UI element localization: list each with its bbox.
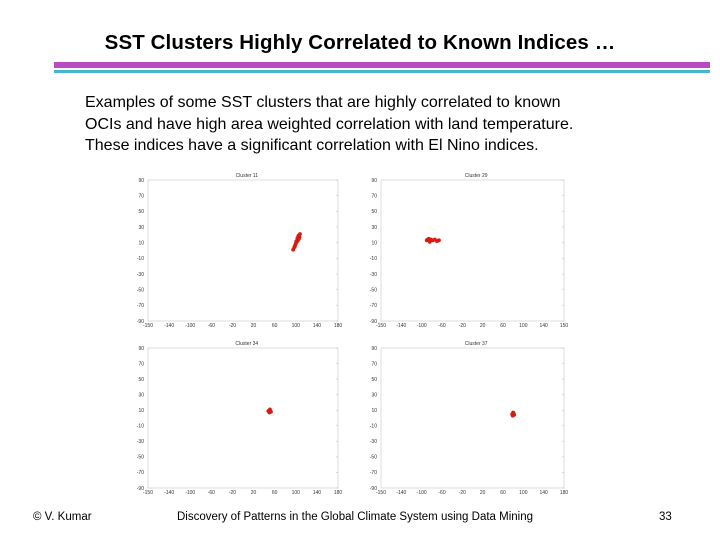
y-tick-label: 70 [371, 193, 377, 200]
y-tick-label: 50 [371, 209, 377, 216]
x-tick-label: 20 [479, 323, 486, 329]
y-tick-label: 70 [371, 361, 377, 368]
cluster-plot-2 [349, 170, 572, 333]
cluster-point [298, 232, 302, 236]
y-tick-label: 90 [138, 345, 144, 352]
body-line-3: These indices have a significant correlation with El Nino indices. [85, 137, 539, 154]
x-tick-label: 100 [291, 490, 300, 496]
x-tick-label: -140 [164, 490, 175, 496]
y-tick-label: 10 [138, 408, 144, 415]
x-tick-label: -20 [228, 323, 237, 329]
x-tick-label: 150 [559, 323, 569, 329]
y-tick-label: -50 [369, 454, 377, 461]
y-tick-label: 30 [138, 224, 144, 231]
x-tick-label: 140 [539, 323, 548, 329]
y-tick-label: -90 [369, 485, 377, 492]
y-tick-label: 10 [138, 240, 144, 247]
y-tick-label: 90 [371, 177, 377, 184]
x-tick-label: -100 [185, 490, 196, 496]
footer-author: © V. Kumar [33, 511, 92, 523]
x-tick-label: 140 [312, 323, 322, 329]
footer-page-number: 33 [659, 511, 672, 523]
y-tick-label: -90 [136, 318, 144, 325]
y-tick-label: -90 [369, 318, 377, 325]
y-tick-label: 10 [371, 408, 377, 415]
x-tick-label: 140 [312, 490, 322, 496]
y-tick-label: -50 [136, 454, 144, 461]
x-tick-label: 60 [271, 323, 278, 329]
cluster-point [426, 238, 430, 242]
plot-panel [349, 338, 572, 500]
y-tick-label: 10 [371, 240, 377, 247]
x-tick-label: 60 [500, 490, 506, 496]
body-line-1: Examples of some SST clusters that are highly correlated to known [85, 94, 561, 111]
cluster-point [437, 238, 441, 242]
x-tick-label: -100 [416, 490, 427, 496]
x-tick-label: 140 [539, 490, 548, 496]
y-tick-label: -70 [369, 303, 377, 310]
x-tick-label: -60 [438, 323, 446, 329]
x-tick-label: -140 [396, 490, 407, 496]
y-tick-label: 50 [138, 376, 144, 383]
slide-title: SST Clusters Highly Correlated to Known Indices … [104, 31, 616, 54]
y-tick-label: -90 [136, 485, 144, 492]
cluster-point [293, 245, 297, 249]
plot-title: Cluster 37 [464, 341, 488, 347]
plot-panel [116, 338, 346, 500]
x-tick-label: -20 [228, 490, 237, 496]
x-tick-label: -150 [142, 490, 154, 496]
y-tick-label: 70 [138, 361, 144, 368]
x-tick-label: 60 [271, 490, 278, 496]
x-tick-label: -100 [416, 323, 427, 329]
x-tick-label: 100 [519, 323, 528, 329]
cluster-plot-4 [349, 338, 572, 500]
x-tick-label: 100 [519, 490, 528, 496]
y-tick-label: -30 [369, 271, 377, 278]
x-tick-label: -60 [207, 323, 215, 329]
x-tick-label: -20 [458, 490, 466, 496]
x-tick-label: -60 [438, 490, 446, 496]
x-tick-label: 180 [333, 490, 343, 496]
y-tick-label: 30 [371, 392, 377, 399]
x-tick-label: 60 [500, 323, 506, 329]
body-line-2: OCIs and have high area weighted correlation with land temperature. [85, 115, 574, 133]
y-tick-label: 90 [371, 345, 377, 352]
y-tick-label: -70 [136, 470, 144, 477]
footer-course-title: Discovery of Patterns in the Global Climate System using Data Mining [177, 511, 534, 523]
y-tick-label: 50 [371, 376, 377, 383]
x-tick-label: -140 [164, 323, 175, 329]
plot-title: Cluster 11 [235, 173, 259, 179]
x-tick-label: 20 [250, 490, 257, 496]
plot-panel [116, 170, 346, 333]
x-tick-label: -150 [375, 490, 387, 496]
x-tick-label: 20 [479, 490, 486, 496]
y-tick-label: -70 [369, 470, 377, 477]
plot-title: Cluster 34 [235, 341, 259, 347]
x-tick-label: -60 [207, 490, 215, 496]
x-tick-label: -150 [142, 323, 154, 329]
y-tick-label: 30 [371, 224, 377, 231]
x-tick-label: 100 [291, 323, 300, 329]
y-tick-label: -10 [369, 423, 377, 430]
y-tick-label: -70 [136, 303, 144, 310]
cluster-plot-3 [116, 338, 346, 500]
y-tick-label: -10 [369, 256, 377, 263]
y-tick-label: 90 [138, 177, 144, 184]
cluster-point [511, 411, 515, 415]
x-tick-label: 180 [559, 490, 569, 496]
y-tick-label: -50 [136, 287, 144, 294]
y-tick-label: 30 [138, 392, 144, 399]
x-tick-label: -150 [375, 323, 387, 329]
plot-panel [349, 170, 572, 333]
x-tick-label: 20 [250, 323, 257, 329]
y-tick-label: -30 [136, 439, 144, 446]
y-tick-label: -30 [136, 271, 144, 278]
y-tick-label: 70 [138, 193, 144, 200]
y-tick-label: -10 [136, 256, 144, 263]
y-tick-label: -50 [369, 287, 377, 294]
y-tick-label: 50 [138, 209, 144, 216]
plot-title: Cluster 29 [464, 173, 488, 179]
x-tick-label: -140 [396, 323, 407, 329]
cluster-plot-1 [116, 170, 346, 333]
x-tick-label: -100 [185, 323, 196, 329]
cluster-point [269, 410, 273, 414]
x-tick-label: -20 [458, 323, 466, 329]
x-tick-label: 180 [333, 323, 343, 329]
cluster-point [294, 239, 298, 243]
y-tick-label: -30 [369, 439, 377, 446]
y-tick-label: -10 [136, 423, 144, 430]
